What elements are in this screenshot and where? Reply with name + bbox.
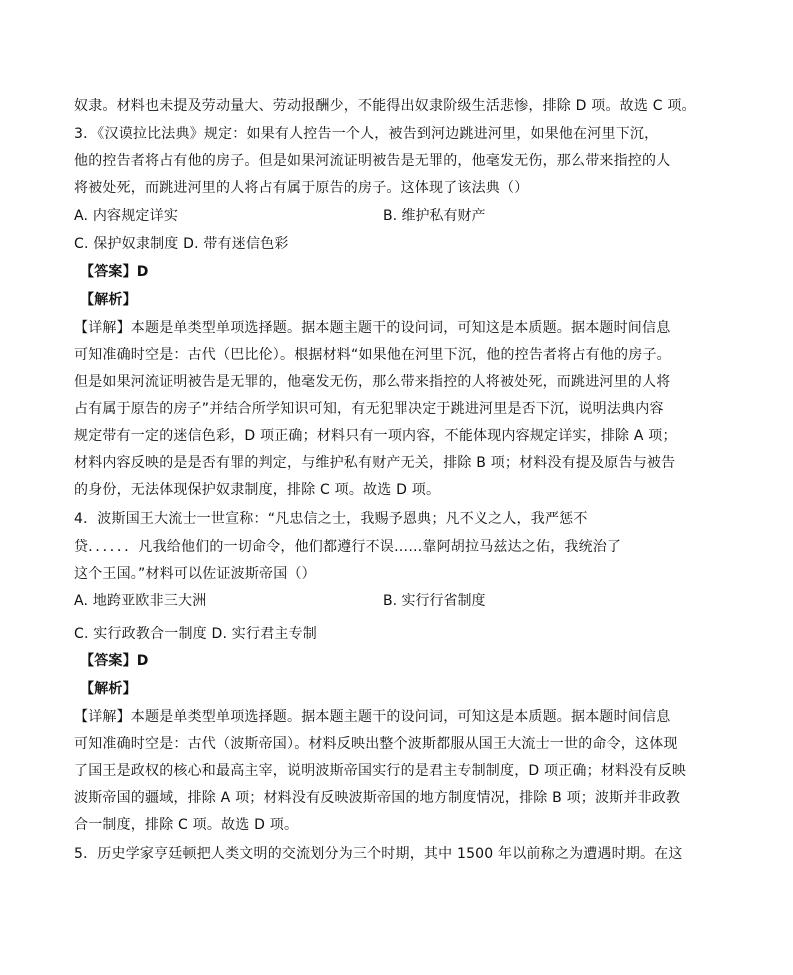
explanation-line: 的身份，无法体现保护奴隶制度，排除 C 项。故选 D 项。 [74,482,441,498]
question-5-stem: 5．历史学家亨廷顿把人类文明的交流划分为三个时期，其中 1500 年以前称之为遭遇时期。在这 [74,846,683,862]
explanation-line: 【详解】本题是单类型单项选择题。据本题主题干的设问词，可知这是本质题。据本题时间信息 [74,709,671,725]
explanation-line: 可知准确时空是：古代（巴比伦）。根据材料“如果他在河里下沉，他的控告者将占有他的房子。 [74,347,671,363]
explanation-line: 了国王是政权的核心和最高主宰，说明波斯帝国实行的是君主专制制度，D 项正确；材料没有反映 [74,763,687,779]
text-line: 奴隶。材料也未提及劳动量大、劳动报酬少，不能得出奴隶阶级生活悲惨，排除 D 项。故选 C 项。 [74,98,696,114]
explanation-line: 但是如果河流证明被告是无罪的，他毫发无伤，那么带来指控的人将被处死，而跳进河里的人将 [74,374,671,390]
explanation-line: 波斯帝国的疆域，排除 A 项；材料没有反映波斯帝国的地方制度情况，排除 B 项；波斯并非政教 [74,790,681,806]
option-a: A. 地跨亚欧非三大洲 [74,593,207,609]
answer-label: 【答案】D [80,264,149,280]
question-3-stem: 3．《汉谟拉比法典》规定：如果有人控告一个人，被告到河边跳进河里，如果他在河里下沉， [74,126,659,142]
analysis-label: 【解析】 [80,681,137,697]
analysis-label: 【解析】 [80,292,137,308]
option-a: A. 内容规定详实 [74,208,179,224]
text-line: 这个王国。”材料可以佐证波斯帝国（） [74,566,316,582]
option-b: B. 维护私有财产 [383,208,486,224]
explanation-line: 规定带有一定的迷信色彩，D 项正确；材料只有一项内容，不能体现内容规定详实，排除 A 项； [74,428,677,444]
text-line: 将被处死，而跳进河里的人将占有属于原告的房子。这体现了该法典（） [74,180,529,196]
explanation-line: 占有属于原告的房子”并结合所学知识可知，有无犯罪决定于跳进河里是否下沉，说明法典内容 [74,401,664,417]
explanation-line: 材料内容反映的是是否有罪的判定，与维护私有财产无关，排除 B 项；材料没有提及原告与被告 [74,455,676,471]
explanation-line: 可知准确时空是：古代（波斯帝国）。材料反映出整个波斯都服从国王大流士一世的命令，这体现 [74,736,678,752]
text-line: 贷．．．．．．凡我给他们的一切命令，他们都遵行不误……靠阿胡拉马兹达之佑，我统治了 [74,539,622,555]
text-line: 他的控告者将占有他的房子。但是如果河流证明被告是无罪的，他毫发无伤，那么带来指控的人 [74,153,671,169]
explanation-line: 【详解】本题是单类型单项选择题。据本题主题干的设问词，可知这是本质题。据本题时间信息 [74,320,671,336]
option-b: B. 实行行省制度 [383,593,486,609]
option-c-d: C. 实行政教合一制度 D. 实行君主专制 [74,626,318,642]
answer-label: 【答案】D [80,653,149,669]
question-4-stem: 4．波斯国王大流士一世宣称：“凡忠信之士，我赐予恩典；凡不义之人，我严惩不 [74,511,588,527]
explanation-line: 合一制度，排除 C 项。故选 D 项。 [74,817,299,833]
option-c-d: C. 保护奴隶制度 D. 带有迷信色彩 [74,236,289,252]
